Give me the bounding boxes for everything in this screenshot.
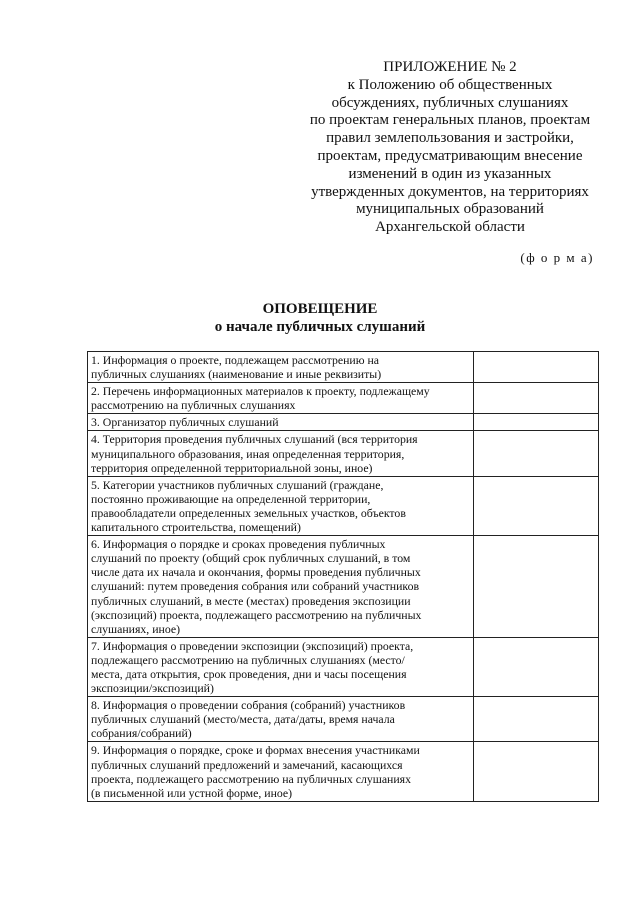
row-answer-cell[interactable] [474, 697, 599, 742]
row-question [88, 476, 474, 535]
appendix-header [300, 59, 600, 237]
table-row [88, 383, 599, 414]
question-line: постоянно проживающие на определенной территории, [91, 491, 371, 506]
appendix-line: по проектам генеральных планов, проектам [309, 112, 591, 129]
notice-table [87, 351, 599, 802]
row-answer-cell[interactable] [474, 383, 599, 414]
table-row [88, 697, 599, 742]
question-line: собрания/собраний) [91, 726, 192, 741]
question-line: 3. Организатор публичных слушаний [91, 415, 279, 430]
table-row [88, 637, 599, 696]
row-question [88, 414, 474, 431]
question-line: рассмотрению на публичных слушаниях [91, 398, 296, 413]
question-line: 1. Информация о проекте, подлежащем рассмотрению на [91, 353, 380, 367]
table-row [88, 536, 599, 638]
row-answer-cell[interactable] [474, 742, 599, 801]
row-question [88, 637, 474, 696]
question-line: публичных слушаний предложений и замечаний, касающихся [91, 757, 403, 772]
question-line: 9. Информация о порядке, сроке и формах внесения участниками [91, 743, 420, 758]
title-heading: ОПОВЕЩЕНИЕ [262, 301, 378, 317]
question-line: правообладатели определенных земельных участков, объектов [91, 505, 406, 520]
question-line: публичных слушаниях (наименование и иные реквизиты) [91, 367, 382, 382]
row-answer-cell[interactable] [474, 536, 599, 638]
question-line: 4. Территория проведения публичных слушаний (вся территория [91, 432, 418, 447]
question-line: числе дата их начала и окончания, формы проведения публичных [91, 565, 421, 580]
question-line: экспозиции/экспозиций) [91, 681, 214, 696]
row-question [88, 383, 474, 414]
table-row [88, 742, 599, 801]
row-answer-cell[interactable] [474, 414, 599, 431]
row-answer-cell[interactable] [474, 352, 599, 383]
appendix-line: проектам, предусматривающим внесение [317, 147, 583, 164]
row-answer-cell[interactable] [474, 476, 599, 535]
table-row [88, 476, 599, 535]
row-question [88, 536, 474, 638]
row-answer-cell[interactable] [474, 637, 599, 696]
document-title [0, 300, 640, 336]
appendix-line: к Положению об общественных [347, 76, 553, 93]
question-line: (экспозиций) проекта, подлежащего рассмотрению на публичных [91, 607, 422, 622]
question-line: 5. Категории участников публичных слушаний (граждане, [91, 477, 384, 492]
table-row [88, 352, 599, 383]
appendix-line: изменений в один из указанных [348, 165, 552, 182]
appendix-line: обсуждениях, публичных слушаниях [331, 94, 569, 111]
question-line: 7. Информация о проведении экспозиции (экспозиций) проекта, [91, 638, 414, 653]
appendix-line: правил землепользования и застройки, [326, 130, 574, 147]
question-line: места, дата открытия, срок проведения, дни и часы посещения [91, 666, 407, 681]
row-question [88, 431, 474, 476]
question-line: 8. Информация о проведении собрания (собраний) участников [91, 698, 406, 713]
question-line: слушаний по проекту (общий срок публичных слушаний, в том [91, 551, 411, 566]
question-line: 6. Информация о порядке и сроках проведения публичных [91, 537, 386, 552]
appendix-line: ПРИЛОЖЕНИЕ № 2 [383, 59, 517, 75]
table-row [88, 431, 599, 476]
question-line: публичных слушаний (место/места, дата/даты, время начала [91, 712, 395, 727]
question-line: 2. Перечень информационных материалов к проекту, подлежащему [91, 384, 430, 399]
row-question [88, 742, 474, 801]
question-line: капитального строительства, помещений) [91, 520, 301, 535]
question-line: территория определенной территориальной зоны, иное) [91, 460, 373, 475]
form-label: (ф о р м а) [520, 250, 594, 265]
table-row [88, 414, 599, 431]
appendix-line: утвержденных документов, на территориях [311, 183, 589, 200]
appendix-line: муниципальных образований [356, 201, 544, 218]
row-question [88, 352, 474, 383]
title-subheading: о начале публичных слушаний [214, 319, 426, 335]
question-line: слушаниях, иное) [91, 621, 181, 636]
row-question [88, 697, 474, 742]
question-line: проекта, подлежащего рассмотрению на публичных слушаниях [91, 771, 412, 786]
question-line: (в письменной или устной форме, иное) [91, 785, 293, 800]
question-line: муниципального образования, иная определенная территория, [91, 446, 405, 461]
row-answer-cell[interactable] [474, 431, 599, 476]
question-line: слушаний: путем проведения собрания или собраний участников [91, 579, 420, 594]
appendix-line: Архангельской области [375, 219, 525, 236]
question-line: подлежащего рассмотрению на публичных слушаниях (место/ [91, 652, 405, 667]
question-line: публичных слушаний, в месте (местах) проведения экспозиции [91, 593, 411, 608]
